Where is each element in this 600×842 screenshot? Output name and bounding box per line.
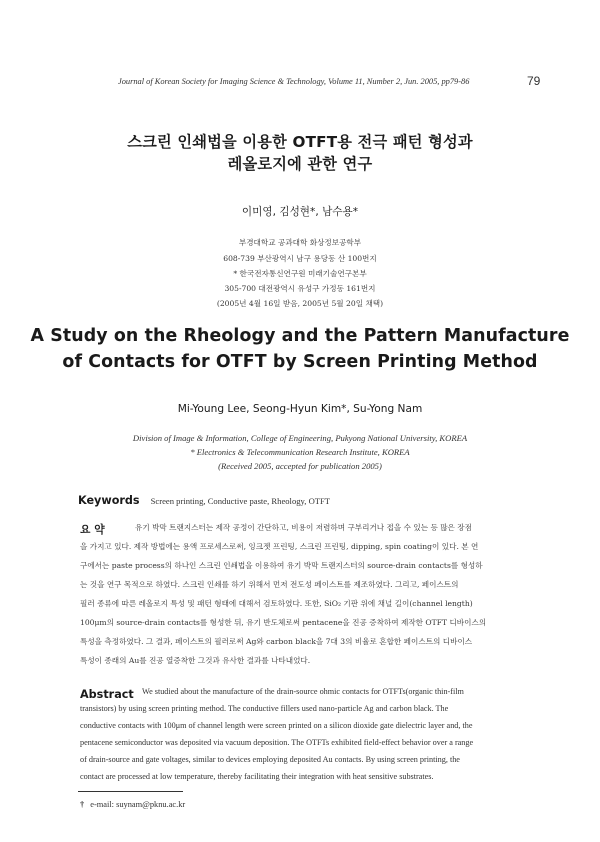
korean-abstract-line: 구에서는 paste process의 하나인 스크린 인쇄법을 이용하여 유기 박막 트랜지스터의 source-drain contacts를 형성하 xyxy=(80,561,483,570)
english-abstract-line: of drain-source and gate voltages, similar to devices employing deposited Au contacts. By using screen printing, the xyxy=(80,755,460,764)
footnote-email: e-mail: suynam@pknu.ac.kr xyxy=(90,800,186,809)
english-title-line-1: A Study on the Rheology and the Pattern Manufacture xyxy=(30,326,570,346)
korean-affiliation-line: 305-700 대전광역시 유성구 가정동 161번지 xyxy=(224,284,376,293)
korean-abstract-line: 을 가지고 있다. 제작 방법에는 용액 프로세스로써, 잉크젯 프린팅, 스크린 프린팅, dipping, spin coating이 있다. 본 연 xyxy=(80,542,479,551)
footnote-divider xyxy=(78,791,183,792)
footnote xyxy=(80,800,185,809)
english-abstract-line: transistors) by using screen printing method. The conductive fillers used nano-particle Ag and carbon black. The xyxy=(80,704,449,713)
korean-affiliation-line: 608-739 부산광역시 남구 용당동 산 100번지 xyxy=(223,254,377,263)
korean-title-line-2: 레올로지에 관한 연구 xyxy=(227,155,373,173)
korean-title-line-1: 스크린 인쇄법을 이용한 OTFT용 전극 패턴 형성과 xyxy=(127,133,473,151)
korean-affiliation-line: (2005년 4월 16일 받음, 2005년 5월 20일 채택) xyxy=(216,299,384,308)
journal-header: Journal of Korean Society for Imaging Science & Technology, Volume 11, Number 2, Jun. 2005, pp79-86 xyxy=(118,77,470,86)
korean-authors: 이미영, 김성현*, 남수용* xyxy=(241,206,359,218)
korean-abstract-label: 요 약 xyxy=(80,523,105,536)
korean-abstract-line: 100μm의 source-drain contacts를 형성한 뒤, 유기 반도체로써 pentacene을 진공 증착하여 제작한 OTFT 디바이스의 xyxy=(80,618,487,627)
keywords-text: Screen printing, Conductive paste, Rheology, OTFT xyxy=(150,496,331,506)
english-affiliation-line: * Electronics & Telecommunication Research Institute, KOREA xyxy=(190,447,410,457)
english-abstract-line: conductive contacts with 100μm of channel length were screen printed on a silicon dioxide gate dielectric layer and, the xyxy=(80,721,473,730)
korean-affiliation-line: * 한국전자통신연구원 미래기술연구본부 xyxy=(233,269,367,278)
english-authors: Mi-Young Lee, Seong-Hyun Kim*, Su-Yong Nam xyxy=(177,403,423,415)
korean-abstract-line: 는 것을 연구 목적으로 하였다. 스크린 인쇄를 하기 위해서 먼저 전도성 페이스트를 제조하였다. 그리고, 페이스트의 xyxy=(80,580,459,589)
korean-abstract-line: 유기 박막 트랜지스터는 제작 공정이 간단하고, 비용이 저렴하며 구부리거나 접을 수 있는 등 많은 장점 xyxy=(135,523,472,532)
english-affiliation-line: Division of Image & Information, College of Engineering, Pukyong National University, KOREA xyxy=(132,433,468,443)
korean-abstract-line: 특성이 종래의 Au를 진공 열증착한 그것과 유사한 결과를 나타내었다. xyxy=(80,656,311,665)
korean-affiliation-line: 부경대학교 공과대학 화상정보공학부 xyxy=(238,238,362,247)
english-abstract-label: Abstract xyxy=(80,688,134,701)
english-affiliation-line: (Received 2005, accepted for publication 2005) xyxy=(218,461,382,471)
keywords xyxy=(78,489,330,508)
english-abstract-line: pentacene semiconductor was deposited via vacuum deposition. The OTFTs exhibited field-effect behavior over a range xyxy=(80,738,474,747)
footnote-mark: † xyxy=(80,800,85,809)
korean-abstract-line: 필러 종류에 따른 레올로지 특성 및 패턴 형태에 대해서 검토하였다. 또한, SiO₂ 기판 위에 채널 길이(channel length) xyxy=(80,599,473,608)
korean-abstract-line: 특성을 측정하였다. 그 결과, 페이스트의 필러로써 Ag와 carbon black을 7대 3의 비율로 혼합한 페이스트의 디바이스 xyxy=(80,637,473,646)
english-title-line-2: of Contacts for OTFT by Screen Printing Method xyxy=(62,352,538,372)
page-number: 79 xyxy=(527,74,541,88)
keywords-label: Keywords xyxy=(78,494,140,507)
english-abstract-line: We studied about the manufacture of the drain-source ohmic contacts for OTFTs(organic thin-film xyxy=(142,687,464,696)
english-abstract-line: contact are processed at low temperature, thereby facilitating their integration with heat sensitive substrates. xyxy=(80,772,434,781)
